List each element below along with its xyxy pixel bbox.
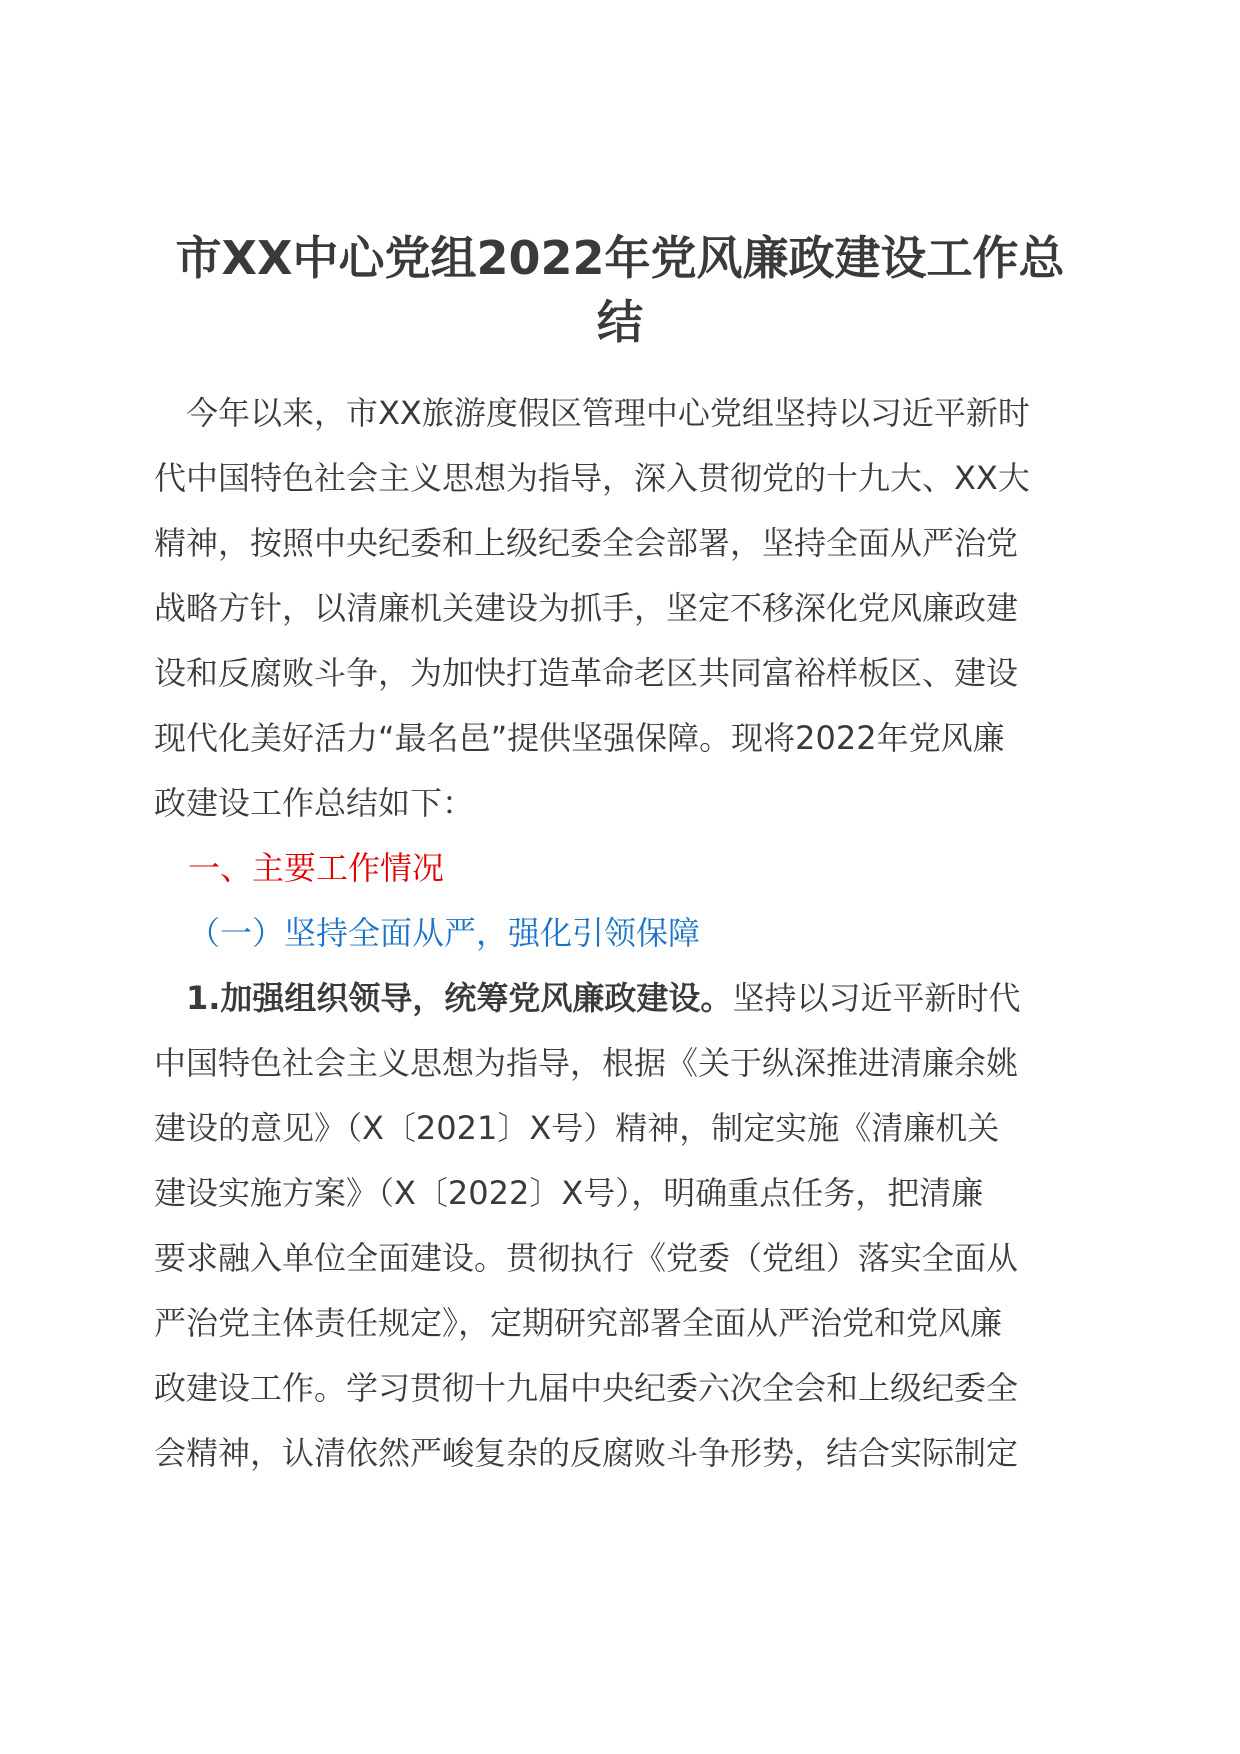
item-1-line: 建设的意见》（X〔2021〕X号）精神，制定实施《清廉机关 — [154, 1109, 1000, 1147]
document-title — [150, 226, 1090, 354]
item-1-line: 建设实施方案》（X〔2022〕X号），明确重点任务，把清廉 — [154, 1174, 984, 1212]
item-1-lead: 1.加强组织领导，统筹党风廉政建设。 — [186, 979, 733, 1017]
item-1-first-line-rest: 坚持以习近平新时代 — [732, 979, 1021, 1017]
item-1-paragraph — [154, 966, 1094, 1486]
intro-line: 战略方针，以清廉机关建设为抓手，坚定不移深化党风廉政建 — [154, 589, 1019, 627]
section-heading-main-work: 一、主要工作情况 — [188, 849, 445, 887]
document-body — [154, 381, 1094, 1486]
intro-line: 代中国特色社会主义思想为指导，深入贯彻党的十九大、XX大 — [154, 459, 1030, 497]
intro-line: 今年以来，市XX旅游度假区管理中心党组坚持以习近平新时 — [186, 394, 1030, 432]
item-1-line: 严治党主体责任规定》，定期研究部署全面从严治党和党风廉 — [154, 1304, 1003, 1342]
item-1-line: 中国特色社会主义思想为指导，根据《关于纵深推进清廉余姚 — [154, 1044, 1019, 1082]
title-line-1: 市XX中心党组2022年党风廉政建设工作总 — [175, 231, 1065, 285]
item-1-line: 政建设工作。学习贯彻十九届中央纪委六次全会和上级纪委全 — [154, 1369, 1019, 1407]
intro-line: 设和反腐败斗争，为加快打造革命老区共同富裕样板区、建设 — [154, 654, 1019, 692]
item-1-line: 会精神，认清依然严峻复杂的反腐败斗争形势，结合实际制定 — [154, 1434, 1019, 1472]
intro-line: 现代化美好活力“最名邑”提供坚强保障。现将2022年党风廉 — [154, 719, 1005, 757]
item-1-line: 要求融入单位全面建设。贯彻执行《党委（党组）落实全面从 — [154, 1239, 1019, 1277]
subsection-heading-strict-governance: （一）坚持全面从严，强化引领保障 — [188, 914, 701, 952]
intro-line: 政建设工作总结如下： — [154, 784, 475, 822]
intro-line: 精神，按照中央纪委和上级纪委全会部署，坚持全面从严治党 — [154, 524, 1019, 562]
intro-paragraph — [154, 381, 1094, 836]
title-line-2: 结 — [597, 295, 643, 349]
